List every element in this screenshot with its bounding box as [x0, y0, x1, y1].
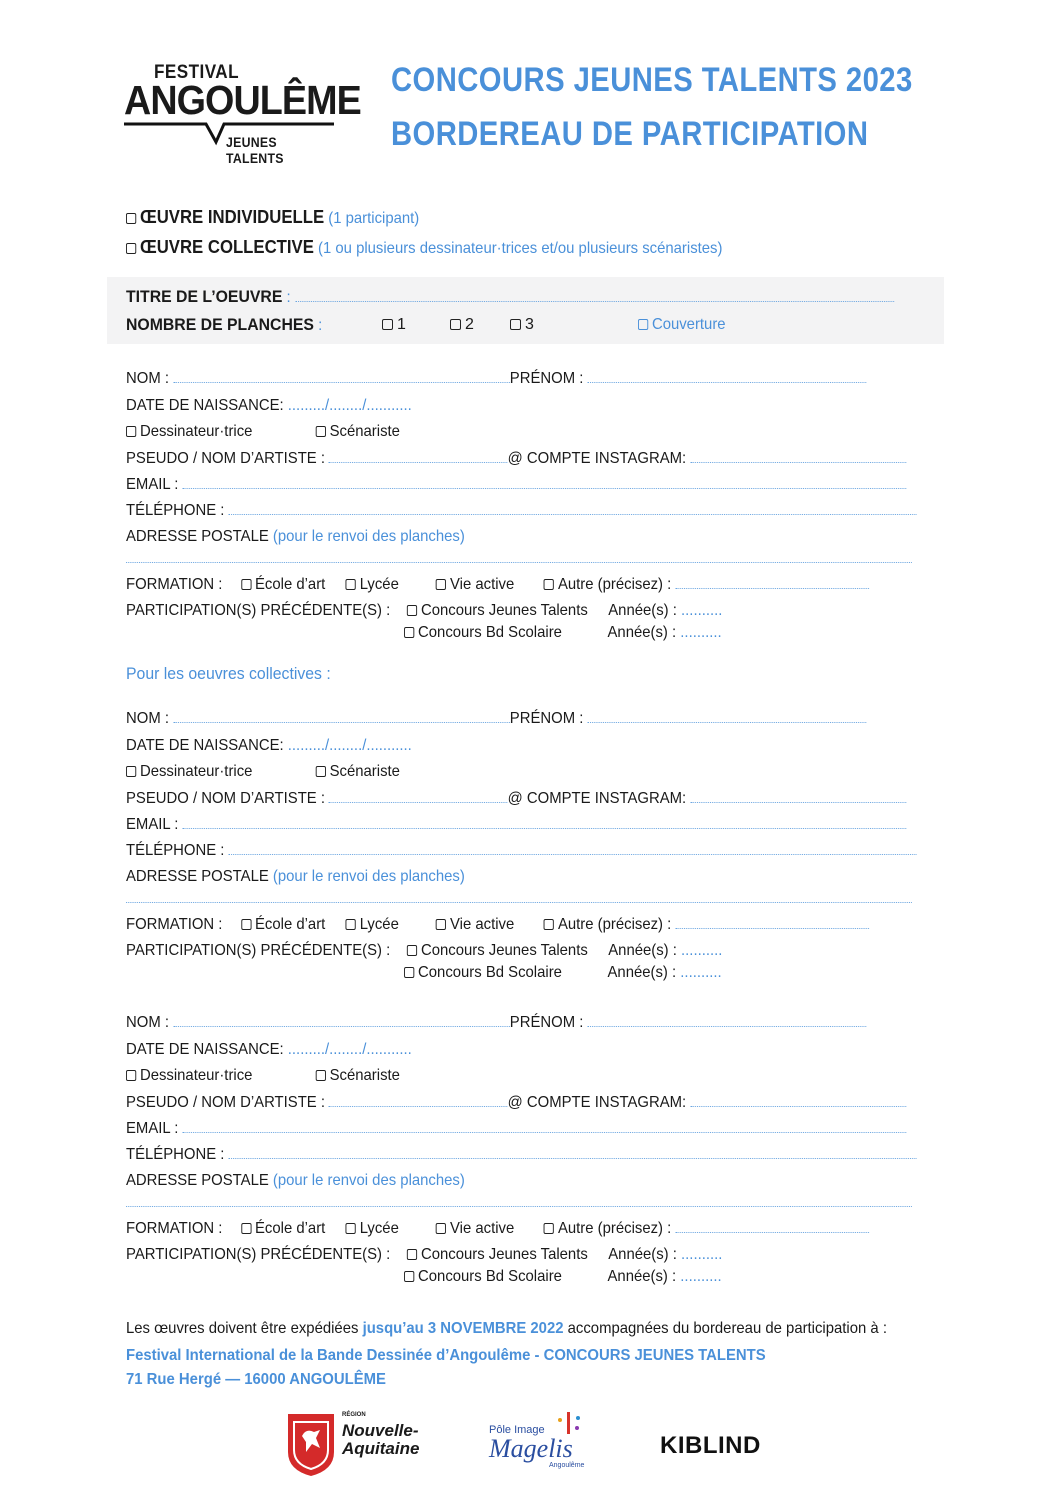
- participations-bd-row: [126, 624, 722, 642]
- lycee-label: Lycée: [359, 576, 399, 593]
- participations-label: PARTICIPATION(S) PRÉCÉDENTE(S) :: [126, 1246, 391, 1263]
- checkbox-icon[interactable]: [510, 319, 521, 330]
- email-row: [126, 816, 906, 834]
- checkbox-icon[interactable]: [241, 579, 251, 590]
- adresse-input[interactable]: [126, 551, 912, 563]
- nom-label: NOM :: [126, 710, 169, 727]
- checkbox-icon[interactable]: [126, 1070, 136, 1081]
- adresse-note: (pour le renvoi des planches): [272, 868, 465, 885]
- autre-input[interactable]: [675, 917, 868, 929]
- email-input[interactable]: [183, 817, 907, 829]
- concours-jt-label: Concours Jeunes Talents: [420, 602, 588, 619]
- date-naissance-input[interactable]: ........./......../...........: [287, 397, 412, 414]
- scenariste-label: Scénariste: [329, 1067, 400, 1084]
- titre-oeuvre-input[interactable]: [295, 290, 894, 302]
- prenom-input[interactable]: [588, 371, 867, 383]
- titre-oeuvre-label: TITRE DE L’OEUVRE: [126, 287, 283, 306]
- date-row: [126, 737, 412, 755]
- nom-input[interactable]: [173, 371, 510, 383]
- adresse-input[interactable]: [126, 891, 912, 903]
- telephone-input[interactable]: [229, 503, 917, 515]
- adresse-row: [126, 1172, 465, 1190]
- page-title: CONCOURS JEUNES TALENTS 2023: [391, 61, 913, 99]
- telephone-label: TÉLÉPHONE :: [126, 502, 225, 519]
- date-naissance-label: DATE DE NAISSANCE:: [126, 397, 284, 414]
- instagram-label: @ COMPTE INSTAGRAM:: [507, 1094, 687, 1111]
- logo-angouleme-text: ANGOULÊME: [124, 77, 361, 123]
- date-row: [126, 397, 412, 415]
- planches-option-2-label: 2: [465, 316, 474, 333]
- formation-row: [126, 576, 869, 594]
- pseudo-label: PSEUDO / NOM D’ARTISTE :: [126, 1094, 325, 1111]
- role-row: [126, 1067, 400, 1085]
- formation-row: [126, 1220, 869, 1238]
- instagram-input[interactable]: [690, 451, 906, 463]
- participations-bd-row: [126, 964, 722, 982]
- checkbox-icon[interactable]: [436, 579, 446, 590]
- email-row: [126, 476, 906, 494]
- email-label: EMAIL :: [126, 816, 179, 833]
- planches-option-3-label: 3: [525, 316, 534, 333]
- annees-jt-input[interactable]: ..........: [681, 942, 723, 959]
- role-row: [126, 763, 400, 781]
- checkbox-icon[interactable]: [126, 213, 136, 224]
- adresse-row: [126, 528, 465, 546]
- email-input[interactable]: [183, 477, 907, 489]
- telephone-input[interactable]: [229, 843, 917, 855]
- option-oeuvre-individuelle[interactable]: [126, 207, 419, 228]
- formation-row: [126, 916, 869, 934]
- autre-label: Autre (précisez) :: [557, 1220, 672, 1237]
- telephone-row: [126, 502, 917, 520]
- adresse-note: (pour le renvoi des planches): [272, 1172, 465, 1189]
- couverture-label: Couverture: [651, 316, 726, 333]
- prenom-label: PRÉNOM :: [509, 370, 584, 387]
- concours-jt-label: Concours Jeunes Talents: [420, 1246, 588, 1263]
- checkbox-icon[interactable]: [316, 426, 326, 437]
- region-name-1: Nouvelle-: [342, 1421, 419, 1440]
- formation-label: FORMATION :: [126, 1220, 223, 1237]
- telephone-row: [126, 1146, 917, 1164]
- kiblind-logo: KIBLIND: [660, 1432, 761, 1459]
- adresse-label: ADRESSE POSTALE: [126, 868, 269, 885]
- participations-label: PARTICIPATION(S) PRÉCÉDENTE(S) :: [126, 602, 391, 619]
- concours-jt-label: Concours Jeunes Talents: [420, 942, 588, 959]
- region-small-label: RÉGION: [342, 1412, 366, 1418]
- adresse-input[interactable]: [126, 1195, 912, 1207]
- dessinateur-label: Dessinateur·trice: [139, 423, 253, 440]
- shipping-notice: [126, 1320, 887, 1338]
- annees-jt-input[interactable]: ..........: [681, 1246, 723, 1263]
- checkbox-icon[interactable]: [544, 919, 554, 930]
- checkbox-icon[interactable]: [436, 919, 446, 930]
- pseudo-row: [126, 790, 906, 808]
- instagram-label: @ COMPTE INSTAGRAM:: [507, 450, 687, 467]
- logo-jeunes-talents-text: JEUNES TALENTS: [226, 134, 284, 166]
- planches-option-3[interactable]: [510, 316, 534, 334]
- shipping-recipient: Festival International de la Bande Dessinée d’Angoulême - CONCOURS JEUNES TALENTS: [126, 1347, 766, 1364]
- colon: :: [318, 317, 323, 334]
- nom-input[interactable]: [173, 711, 510, 723]
- email-input[interactable]: [183, 1121, 907, 1133]
- date-naissance-input[interactable]: ........./......../...........: [287, 737, 412, 754]
- planches-option-1-label: 1: [397, 316, 406, 333]
- nombre-planches-field: [126, 315, 322, 335]
- magelis-name: Magelis: [489, 1434, 573, 1463]
- planches-option-1[interactable]: [382, 316, 406, 334]
- date-row: [126, 1041, 412, 1059]
- collectives-heading: Pour les oeuvres collectives :: [126, 664, 331, 683]
- pseudo-input[interactable]: [329, 451, 508, 463]
- vie-active-label: Vie active: [450, 1220, 515, 1237]
- ecole-label: École d’art: [254, 576, 326, 593]
- pseudo-row: [126, 1094, 906, 1112]
- dessinateur-label: Dessinateur·trice: [139, 763, 253, 780]
- region-shield-icon: [286, 1412, 336, 1478]
- shipping-deadline: jusqu’au 3 NOVEMBRE 2022: [362, 1320, 564, 1337]
- checkbox-icon[interactable]: [436, 1223, 446, 1234]
- vie-active-label: Vie active: [450, 576, 515, 593]
- checkbox-icon[interactable]: [316, 766, 326, 777]
- prenom-label: PRÉNOM :: [509, 1014, 584, 1031]
- adresse-input-row: [126, 550, 912, 568]
- annees-label: Année(s) :: [607, 964, 677, 981]
- checkbox-icon[interactable]: [382, 319, 393, 330]
- checkbox-icon[interactable]: [126, 426, 136, 437]
- nom-row: [126, 1014, 867, 1032]
- concours-bd-label: Concours Bd Scolaire: [418, 624, 562, 641]
- checkbox-icon[interactable]: [450, 319, 461, 330]
- annees-bd-input[interactable]: ..........: [680, 964, 722, 981]
- checkbox-icon[interactable]: [407, 605, 417, 616]
- pseudo-row: [126, 450, 906, 468]
- pseudo-label: PSEUDO / NOM D’ARTISTE :: [126, 450, 325, 467]
- annees-label: Année(s) :: [608, 942, 677, 959]
- checkbox-icon[interactable]: [544, 1223, 554, 1234]
- lycee-label: Lycée: [359, 916, 399, 933]
- instagram-input[interactable]: [690, 1095, 906, 1107]
- checkbox-icon[interactable]: [544, 579, 554, 590]
- festival-logo: [124, 62, 361, 166]
- oeuvre-individuelle-note: (1 participant): [328, 210, 420, 227]
- nouvelle-aquitaine-logo: [286, 1410, 446, 1480]
- annees-bd-input[interactable]: ..........: [680, 624, 722, 641]
- checkbox-icon[interactable]: [404, 967, 414, 978]
- checkbox-icon[interactable]: [241, 1223, 251, 1234]
- formation-label: FORMATION :: [126, 916, 223, 933]
- pseudo-label: PSEUDO / NOM D’ARTISTE :: [126, 790, 325, 807]
- adresse-input-row: [126, 1194, 912, 1212]
- concours-bd-label: Concours Bd Scolaire: [418, 1268, 562, 1285]
- shipping-address: 71 Rue Hergé — 16000 ANGOULÊME: [126, 1371, 386, 1388]
- adresse-input-row: [126, 890, 912, 908]
- shipping-text-a: Les œuvres doivent être expédiées: [126, 1320, 359, 1337]
- nom-input[interactable]: [173, 1015, 510, 1027]
- dessinateur-label: Dessinateur·trice: [139, 1067, 253, 1084]
- titre-oeuvre-field[interactable]: [126, 287, 894, 307]
- autre-label: Autre (précisez) :: [557, 916, 672, 933]
- lycee-label: Lycée: [359, 1220, 399, 1237]
- prenom-input[interactable]: [588, 711, 867, 723]
- email-label: EMAIL :: [126, 1120, 179, 1137]
- telephone-row: [126, 842, 917, 860]
- instagram-label: @ COMPTE INSTAGRAM:: [507, 790, 687, 807]
- magelis-sparkle-icon: [555, 1410, 585, 1438]
- participations-row: [126, 942, 722, 960]
- role-row: [126, 423, 400, 441]
- date-naissance-label: DATE DE NAISSANCE:: [126, 1041, 284, 1058]
- concours-bd-label: Concours Bd Scolaire: [418, 964, 562, 981]
- instagram-input[interactable]: [690, 791, 906, 803]
- pseudo-input[interactable]: [329, 1095, 508, 1107]
- pseudo-input[interactable]: [329, 791, 508, 803]
- magelis-city: Angoulême: [549, 1462, 585, 1469]
- prenom-label: PRÉNOM :: [509, 710, 584, 727]
- autre-input[interactable]: [675, 577, 868, 589]
- nom-label: NOM :: [126, 370, 169, 387]
- scenariste-label: Scénariste: [329, 423, 400, 440]
- autre-input[interactable]: [675, 1221, 868, 1233]
- scenariste-label: Scénariste: [329, 763, 400, 780]
- oeuvre-individuelle-label: ŒUVRE INDIVIDUELLE: [139, 207, 325, 227]
- logo-festival-text: FESTIVAL: [154, 62, 239, 83]
- checkbox-icon[interactable]: [638, 319, 648, 330]
- annees-jt-input[interactable]: ..........: [681, 602, 723, 619]
- telephone-label: TÉLÉPHONE :: [126, 842, 225, 859]
- annees-bd-input[interactable]: ..........: [680, 1268, 722, 1285]
- checkbox-icon[interactable]: [404, 627, 414, 638]
- formation-label: FORMATION :: [126, 576, 223, 593]
- annees-label: Année(s) :: [608, 602, 677, 619]
- ecole-label: École d’art: [254, 916, 326, 933]
- nom-label: NOM :: [126, 1014, 169, 1031]
- annees-label: Année(s) :: [607, 1268, 677, 1285]
- telephone-label: TÉLÉPHONE :: [126, 1146, 225, 1163]
- email-label: EMAIL :: [126, 476, 179, 493]
- vie-active-label: Vie active: [450, 916, 515, 933]
- shipping-text-c: accompagnées du bordereau de participation à :: [567, 1320, 887, 1337]
- nom-row: [126, 710, 867, 728]
- checkbox-icon[interactable]: [346, 1223, 356, 1234]
- nombre-planches-label: NOMBRE DE PLANCHES: [126, 315, 314, 334]
- participations-bd-row: [126, 1268, 722, 1286]
- date-naissance-input[interactable]: ........./......../...........: [287, 1041, 412, 1058]
- colon: :: [286, 289, 291, 306]
- oeuvre-collective-note: (1 ou plusieurs dessinateur·trices et/ou plusieurs scénaristes): [318, 240, 723, 257]
- checkbox-icon[interactable]: [241, 919, 251, 930]
- date-naissance-label: DATE DE NAISSANCE:: [126, 737, 284, 754]
- adresse-row: [126, 868, 465, 886]
- region-name-2: Aquitaine: [342, 1439, 420, 1458]
- participations-row: [126, 1246, 722, 1264]
- page-subtitle: BORDEREAU DE PARTICIPATION: [391, 115, 869, 153]
- ecole-label: École d’art: [254, 1220, 326, 1237]
- couverture-option[interactable]: [638, 316, 726, 334]
- telephone-input[interactable]: [229, 1147, 917, 1159]
- prenom-input[interactable]: [588, 1015, 867, 1027]
- adresse-label: ADRESSE POSTALE: [126, 528, 269, 545]
- option-oeuvre-collective[interactable]: [126, 237, 722, 258]
- adresse-note: (pour le renvoi des planches): [272, 528, 465, 545]
- checkbox-icon[interactable]: [126, 766, 136, 777]
- annees-label: Année(s) :: [607, 624, 677, 641]
- autre-label: Autre (précisez) :: [557, 576, 672, 593]
- checkbox-icon[interactable]: [346, 919, 356, 930]
- checkbox-icon[interactable]: [407, 1249, 417, 1260]
- oeuvre-collective-label: ŒUVRE COLLECTIVE: [139, 237, 314, 257]
- checkbox-icon[interactable]: [126, 243, 136, 254]
- magelis-top-label: Pôle Image: [489, 1424, 545, 1436]
- checkbox-icon[interactable]: [346, 579, 356, 590]
- magelis-logo: [487, 1410, 597, 1470]
- participations-row: [126, 602, 722, 620]
- annees-label: Année(s) :: [608, 1246, 677, 1263]
- nom-row: [126, 370, 867, 388]
- participations-label: PARTICIPATION(S) PRÉCÉDENTE(S) :: [126, 942, 391, 959]
- checkbox-icon[interactable]: [316, 1070, 326, 1081]
- checkbox-icon[interactable]: [404, 1271, 414, 1282]
- adresse-label: ADRESSE POSTALE: [126, 1172, 269, 1189]
- planches-option-2[interactable]: [450, 316, 474, 334]
- checkbox-icon[interactable]: [407, 945, 417, 956]
- email-row: [126, 1120, 906, 1138]
